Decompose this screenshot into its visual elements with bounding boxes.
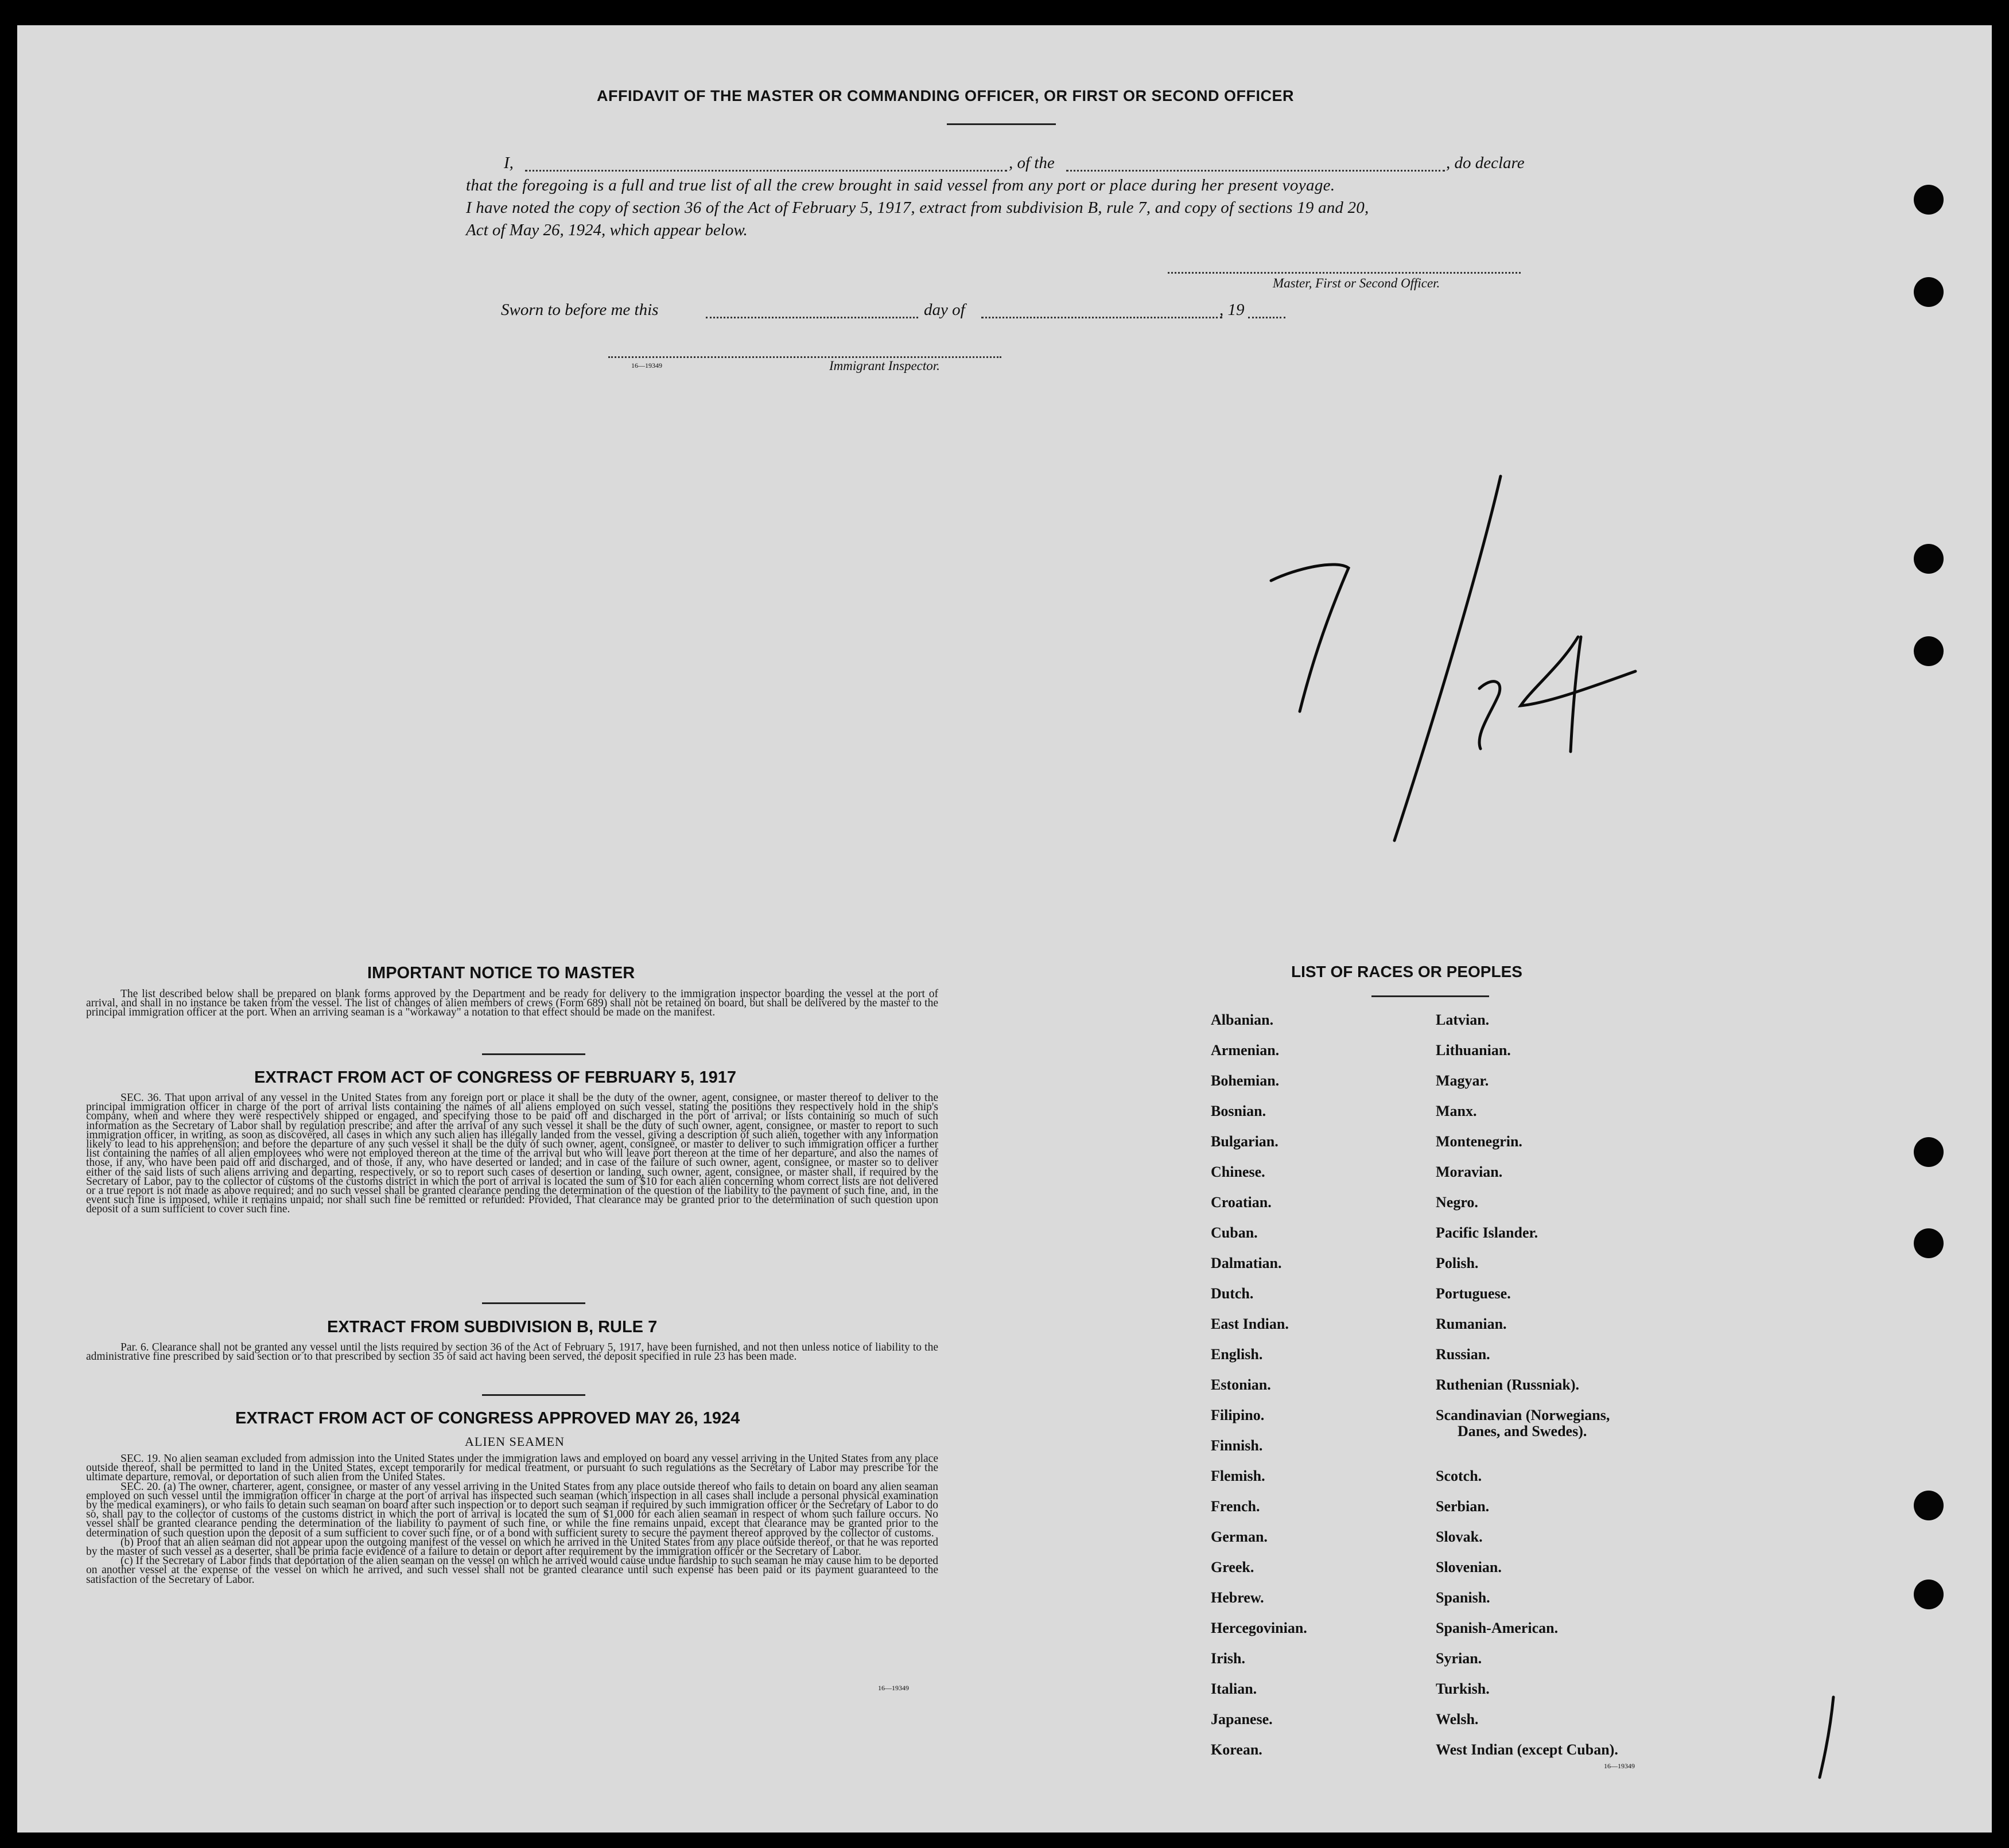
declaration-i: I, [504, 154, 514, 172]
sworn-month-blank [981, 317, 1222, 318]
declaration-line-4: Act of May 26, 1924, which appear below. [466, 221, 748, 239]
race-item: Turkish. [1436, 1680, 1490, 1697]
race-item: French. [1211, 1498, 1260, 1515]
notice-title: IMPORTANT NOTICE TO MASTER [367, 964, 635, 982]
form-number-left: 16—19349 [878, 1684, 909, 1692]
sworn-year-blank [1248, 317, 1285, 318]
binder-hole [1914, 544, 1944, 574]
sworn-day-blank [706, 317, 918, 318]
race-item: Hebrew. [1211, 1589, 1264, 1606]
race-item: Negro. [1436, 1194, 1478, 1211]
extract-1924-title: EXTRACT FROM ACT OF CONGRESS APPROVED MAY 26, 1924 [235, 1409, 740, 1427]
race-item: Scotch. [1436, 1468, 1482, 1484]
sec-20c: (c) If the Secretary of Labor finds that deportation of the alien seaman on the vessel on which he arrived would cause undue hardship to such seaman he may cause him to be deported on another vessel at the expense of the vessel on which he arrived, and such vessel shall not be granted clearance until such expense has been paid or its payment guaranteed to the satisfaction of the Secretary of Labor. [86, 1555, 938, 1586]
binder-hole [1914, 636, 1944, 666]
binder-hole [1914, 1491, 1944, 1520]
races-underline [1371, 995, 1489, 997]
race-item-continuation: Danes, and Swedes). [1458, 1423, 1587, 1440]
race-item: Cuban. [1211, 1224, 1258, 1241]
race-item: Magyar. [1436, 1072, 1489, 1089]
handwritten-date-mark [1251, 459, 1653, 861]
race-item: Dalmatian. [1211, 1255, 1282, 1271]
race-item: Polish. [1436, 1255, 1479, 1271]
races-title: LIST OF RACES OR PEOPLES [1291, 963, 1522, 981]
divider-2 [482, 1302, 585, 1304]
binder-hole [1914, 185, 1944, 215]
declaration-do-declare: , do declare [1446, 154, 1525, 172]
sworn-day-of: day of [924, 301, 965, 319]
race-item: Montenegrin. [1436, 1133, 1522, 1150]
binder-hole [1914, 1228, 1944, 1258]
race-item: East Indian. [1211, 1316, 1289, 1332]
binder-hole [1914, 1579, 1944, 1609]
inspector-signature-line [608, 356, 1001, 358]
master-signature-caption: Master, First or Second Officer. [1273, 276, 1440, 290]
declaration-line-2: that the foregoing is a full and true list of all the crew brought in said vessel from any port or place during her present voyage. [466, 176, 1335, 194]
race-item: Spanish. [1436, 1589, 1490, 1606]
race-item: Croatian. [1211, 1194, 1272, 1211]
race-item: Bosnian. [1211, 1103, 1266, 1119]
race-item: Greek. [1211, 1559, 1254, 1575]
race-item: Lithuanian. [1436, 1042, 1511, 1059]
name-blank [525, 170, 1007, 172]
race-item: Moravian. [1436, 1164, 1503, 1180]
divider-3 [482, 1394, 585, 1396]
form-number-top: 16—19349 [631, 361, 662, 369]
race-item: Bohemian. [1211, 1072, 1280, 1089]
race-item: Serbian. [1436, 1498, 1490, 1515]
sec-20b: (b) Proof that an alien seaman did not appear upon the outgoing manifest of the vessel on which he arrived in the United States from any place outside thereof, or that he was reported by the master of such vessel as a deserter, shall be prima facie evidence of a failure to detain or deport after requirement by the immigration officer or the Secretary of Labor. [86, 1536, 938, 1558]
binder-hole [1914, 1137, 1944, 1167]
race-item: Chinese. [1211, 1164, 1265, 1180]
inspector-signature-caption: Immigrant Inspector. [829, 359, 940, 373]
race-item: Korean. [1211, 1741, 1262, 1758]
notice-text: The list described below shall be prepared on blank forms approved by the Department and be ready for delivery to the immigration inspector boarding the vessel at the port of arrival, and shall in no instance be taken from the vessel. The list of changes of alien members of crews (Form 689) shall not be retained on board, but shall be delivered by the master to the principal immigration officer at the port. When an arriving seaman is a "workaway" a notation to that effect should be made on the manifest. [86, 988, 938, 1019]
race-item: West Indian (except Cuban). [1436, 1741, 1618, 1758]
race-item: Slovak. [1436, 1528, 1483, 1545]
extract-rule7-text: Par. 6. Clearance shall not be granted any vessel until the lists required by section 36 of the Act of February 5, 1917, have been furnished, and not then unless notice of liability to the administrative fine prescribed by said section or to that prescribed by section 35 of said act having been served, the deposit specified in rule 23 has been made. [86, 1341, 938, 1363]
title-underline [947, 123, 1056, 125]
divider-1 [482, 1053, 585, 1055]
sworn-text: Sworn to before me this [501, 301, 659, 319]
race-item: English. [1211, 1346, 1263, 1363]
race-item: Rumanian. [1436, 1316, 1507, 1332]
race-item: Russian. [1436, 1346, 1490, 1363]
race-item: Dutch. [1211, 1285, 1254, 1302]
race-item: Japanese. [1211, 1711, 1273, 1728]
race-item: Manx. [1436, 1103, 1477, 1119]
race-item: Armenian. [1211, 1042, 1280, 1059]
race-item: Flemish. [1211, 1468, 1265, 1484]
race-item: Ruthenian (Russniak). [1436, 1376, 1579, 1393]
race-item: Estonian. [1211, 1376, 1271, 1393]
extract-1924-text [86, 1454, 938, 1585]
race-item: Syrian. [1436, 1650, 1482, 1667]
master-signature-line [1168, 272, 1521, 274]
race-item: Slovenian. [1436, 1559, 1502, 1575]
extract-rule7-title: EXTRACT FROM SUBDIVISION B, RULE 7 [327, 1318, 658, 1336]
vessel-blank [1066, 170, 1445, 172]
race-item: German. [1211, 1528, 1268, 1545]
race-item: Finnish. [1211, 1437, 1263, 1454]
race-item: Irish. [1211, 1650, 1245, 1667]
affidavit-title: AFFIDAVIT OF THE MASTER OR COMMANDING OFFICER, OR FIRST OR SECOND OFFICER [597, 87, 1294, 104]
sec-20a: SEC. 20. (a) The owner, charterer, agent, consignee, or master of any vessel arriving in the United States from any place outside thereof who fails to detain on board any alien seaman employed on such vessel until the immigration officer in charge at the port of arrival has inspected such seaman (which inspection in all cases shall include a personal physical examination by the medical examiners), or who fails to detain such seaman on board after such inspection or to deport such seaman if required by such immigration officer or the Secretary of Labor to do so, shall pay to the collector of customs of the customs district in which the port of arrival is located the sum of $1,000 for each alien seaman in respect of whom such failure occurs. No vessel shall be granted clearance pending the determination of the liability to payment of such fine, or while the fine remains unpaid, except that clearance may be granted prior to the determination of such question upon the deposit of a sum sufficient to cover such fine, or of a bond with sufficient surety to secure the payment thereof approved by the collector of customs. [86, 1480, 938, 1539]
race-item: Spanish-American. [1436, 1620, 1559, 1636]
form-number-right: 16—19349 [1604, 1762, 1635, 1770]
race-item: Bulgarian. [1211, 1133, 1279, 1150]
race-item: Portuguese. [1436, 1285, 1511, 1302]
race-item: Hercegovinian. [1211, 1620, 1307, 1636]
race-item: Pacific Islander. [1436, 1224, 1538, 1241]
declaration-of-the: , of the [1009, 154, 1055, 172]
race-item: Scandinavian (Norwegians, [1436, 1407, 1610, 1423]
extract-1924-subtitle: ALIEN SEAMEN [465, 1434, 565, 1449]
sec-19: SEC. 19. No alien seaman excluded from admission into the United States under the immigration laws and employed on board any vessel arriving in the United States from any place outside thereof, shall be permitted to land in the United States, except temporarily for medical treatment, or pursuant to such regulations as the Secretary of Labor may prescribe for the ultimate departure, removal, or deportation of such alien from the United States. [86, 1453, 938, 1484]
race-item: Italian. [1211, 1680, 1257, 1697]
binder-hole [1914, 277, 1944, 307]
extract-1917-text: SEC. 36. That upon arrival of any vessel in the United States from any foreign port or place it shall be the duty of the owner, agent, consignee, or master thereof to deliver to the principal immigration officer in charge of the port of arrival lists containing the names of all aliens employed on such vessel, stating the positions they respectively hold in the ship's company, when and where they were respectively shipped or engaged, and specifying those to be paid off and discharged in the port of arrival; or lists containing so much of such information as the Secretary of Labor shall by regulation prescribe; and after the arrival of any such vessel it shall be the duty of such owner, agent, consignee, or master to report to such immigration officer, in writing, as soon as discovered, all cases in which any such alien has illegally landed from the vessel, giving a description of such alien, together with any information likely to lead to his apprehension; and before the departure of any such vessel it shall be the duty of such owner, agent, consignee, or master to deliver to such immigration officer a further list containing the names of all alien employees who were not employed thereon at the time of the arrival but who will leave port thereon at the time of her departure, and also the names of those, if any, who have been paid off and discharged, and of those, if any, who have deserted or landed; and in case of the failure of such owner, agent, consignee, or master so to deliver either of the said lists of such aliens arriving and departing, respectively, or so to report such cases of desertion or landing, such owner, agent, consignee, or master shall, if required by the Secretary of Labor, pay to the collector of customs of the customs district in which the port of arrival is located the sum of $10 for each alien concerning whom correct lists are not delivered or a true report is not made as above required; and no such vessel shall be granted clearance pending the determination of the question of the liability to the payment of such fine, and, in the event such fine is imposed, while it remains unpaid; nor shall such fine be remitted or refunded: Provided, That clearance may be granted prior to the determination of such question upon deposit of a sum sufficient to cover such fine. [86, 1092, 938, 1216]
extract-1917-title: EXTRACT FROM ACT OF CONGRESS OF FEBRUARY 5, 1917 [254, 1068, 737, 1087]
race-item: Welsh. [1436, 1711, 1479, 1728]
handwritten-tally-mark [1810, 1693, 1845, 1784]
race-item: Filipino. [1211, 1407, 1265, 1423]
sworn-year: , 19 [1219, 301, 1245, 319]
race-item: Albanian. [1211, 1011, 1274, 1028]
race-item: Latvian. [1436, 1011, 1490, 1028]
declaration-line-3: I have noted the copy of section 36 of the Act of February 5, 1917, extract from subdivision B, rule 7, and copy of sections 19 and 20, [466, 199, 1369, 217]
